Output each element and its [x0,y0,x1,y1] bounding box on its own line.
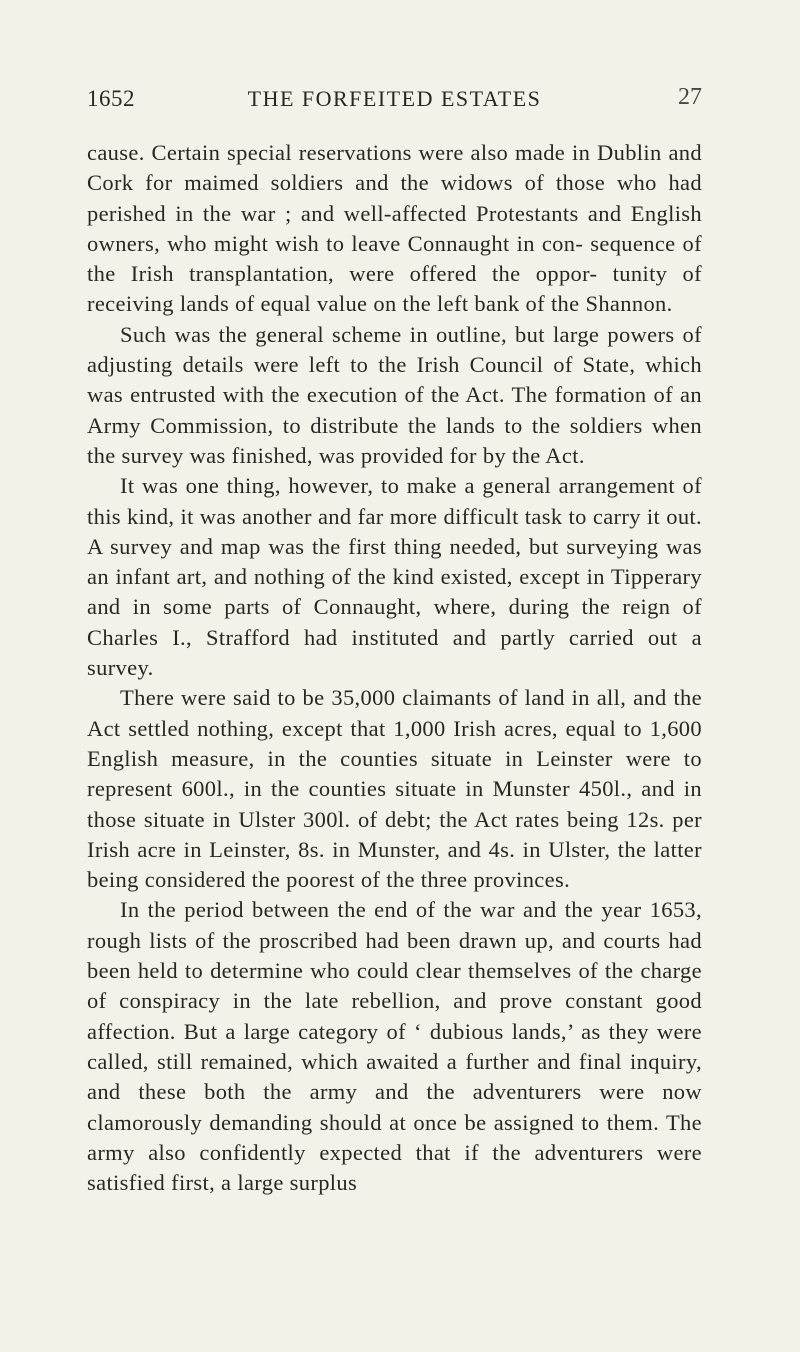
running-head-year: 1652 [87,86,135,111]
paragraph: There were said to be 35,000 claimants of land in all, and the Act settled nothing, except that 1,000 Irish acres, equal to 1,600 English measure, in the counties situate in Leinster were to represent 600l., in the counties situate in Munster 450l., and in those situate in Ulster 300l. of debt; the Act rates being 12s. per Irish acre in Leinster, 8s. in Munster, and 4s. in Ulster, the latter being considered the poorest of the three provinces. [87,685,702,893]
paragraph: cause. Certain special reservations were also made in Dublin and Cork for maimed soldiers and the widows of those who had perished in the war ; and well-affected Protestants and English owners, who might wish to leave Connaught in con- sequence of the Irish transplantation, were offered the oppor- tunity of receiving lands of equal value on the left bank of the Shannon. [87,140,702,317]
paragraph: It was one thing, however, to make a general arrangement of this kind, it was another and far more difficult task to carry it out. A survey and map was the first thing needed, but surveying was an infant art, and nothing of the kind existed, except in Tipperary and in some parts of Connaught, where, during the reign of Charles I., Strafford had instituted and partly carried out a survey. [87,473,702,681]
paragraph: In the period between the end of the war and the year 1653, rough lists of the proscribed had been drawn up, and courts had been held to determine who could clear themselves of the charge of conspiracy in the late rebellion, and prove constant good affection. But a large category of ‘ dubious lands,’ as they were called, still remained, which awaited a further and final inquiry, and these both the army and the adventurers were now clamorously demanding should at once be assigned to them. The army also confidently expected that if the adventurers were satisfied first, a large surplus [87,897,702,1196]
body-text [87,138,702,1198]
paragraph: Such was the general scheme in outline, but large powers of adjusting details were left to the Irish Council of State, which was entrusted with the execution of the Act. The formation of an Army Commission, to distribute the lands to the soldiers when the survey was finished, was provided for by the Act. [87,321,702,468]
running-head [87,86,702,116]
page-number: 27 [678,84,702,110]
running-head-title: THE FORFEITED ESTATES [247,86,542,111]
